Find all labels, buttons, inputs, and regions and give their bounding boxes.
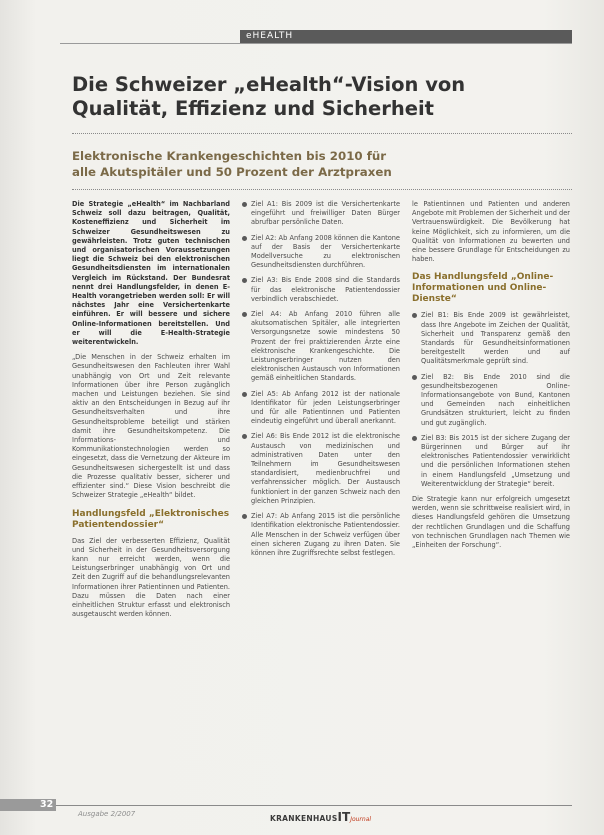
page-number: 32 bbox=[40, 799, 54, 810]
article-subtitle: Elektronische Krankengeschichten bis 2010 für alle Akutspitäler und 50 Prozent der Arztpraxen bbox=[72, 149, 392, 179]
text-column-2 bbox=[242, 200, 400, 564]
title-divider bbox=[72, 133, 572, 134]
goal-bullet: Ziel B2: Bis Ende 2010 sind die gesundheitsbezogenen Online-Informationsangebote von Bund, Kantonen und Gemeinden nach einheitlichen Grundsätzen strukturiert, leicht zu finden und gut zugänglich. bbox=[412, 373, 570, 428]
goal-bullet: Ziel B1: Bis Ende 2009 ist gewährleistet, dass Ihre Angebote im Zeichen der Qualität, Sicherheit und Transparenz gemäß den Standards für Gesundheitsinformationen bereitgestellt werden und auf Qualitätsmerkmale geprüft sind. bbox=[412, 311, 570, 366]
body-paragraph: Die Strategie kann nur erfolgreich umgesetzt werden, wenn sie schrittweise realisiert wird, in dieses Handlungsfeld gehören die Umsetzung der rechtlichen Grundlagen und die Schaffung von technischen Grundlagen nach Themen wie „Einheiten der Forschung“. bbox=[412, 495, 570, 550]
text-column-1 bbox=[72, 200, 230, 625]
goal-bullet: Ziel A4: Ab Anfang 2010 führen alle akutsomatischen Spitäler, alle integrierten Versorgungsnetze sowie mindestens 50 Prozent der frei praktizierenden Ärzte eine elektronische Krankengeschichte. Die Leistungserbringer nutzen den elektronischen Austausch von Informationen gemäß einheitlichen Standards. bbox=[242, 310, 400, 384]
logo-it-text: IT bbox=[337, 810, 351, 824]
body-paragraph: „Die Menschen in der Schweiz erhalten im Gesundheitswesen den Fachleuten ihrer Wahl unabhängig von Ort und Zeit relevante Informationen über ihre Person zugänglich machen und Leistungen beziehen. Sie sind aktiv an den Entscheidungen in Bezug auf ihr Gesundheitsverhalten und ihre Gesundheitsprobleme beteiligt und stärken damit ihre Gesundheitskompetenz. Die Informations- und Kommunikationstechnologien werden so eingesetzt, dass die Vernetzung der Akteure im Gesundheitswesen sichergestellt ist und dass die Prozesse qualitativ besser, sicherer und effizienter sind.“ Diese Vision beschreibt die Schweizer Strategie „eHealth“ bildet. bbox=[72, 353, 230, 500]
goal-bullet: Ziel A2: Ab Anfang 2008 können die Kantone auf der Basis der Versichertenkarte Modellversuche zu elektronischen Gesundheitsdiensten durchführen. bbox=[242, 234, 400, 271]
logo-main-text: KRANKENHAUS bbox=[270, 814, 338, 823]
body-paragraph: Das Ziel der verbesserten Effizienz, Qualität und Sicherheit in der Gesundheitsversorgung kann nur erreicht werden, wenn die Leistungserbringer unabhängig von Ort und Zeit den Zugriff auf die behandlungsrelevanten Informationen ihrer Patientinnen und Patienten. Dazu müssen die Daten nach einer einheitlichen Struktur erfasst und elektronisch ausgetauscht werden können. bbox=[72, 536, 230, 619]
header-rule bbox=[60, 43, 572, 44]
goal-bullet: Ziel A3: Bis Ende 2008 sind die Standards für das elektronische Patientendossier verbindlich verabschiedet. bbox=[242, 276, 400, 304]
section-label: eHEALTH bbox=[246, 31, 294, 41]
section-header-bar bbox=[240, 30, 572, 43]
lead-paragraph: Die Strategie „eHealth“ im Nachbarland Schweiz soll dazu beitragen, Qualität, Kosteneffizienz und Sicherheit im Schweizer Gesundheitswesen zu gewährleisten. Trotz guten technischen und organisatorischen Voraussetzungen liegt die Schweiz bei den elektronischen Gesundheitsdiensten im internationalen Vergleich im Rückstand. Der Bundesrat nennt drei Handlungsfelder, in denen E-Health vorangetrieben werden soll: Er will nächstes Jahr eine Versichertenkarte einführen. Er will bessere und sichere Online-Informationen bereitstellen. Und er will die E-Health-Strategie weiterentwickeln. bbox=[72, 200, 230, 347]
page-number-bar bbox=[0, 799, 56, 811]
goal-bullet: Ziel A5: Ab Anfang 2012 ist der nationale Identifikator für jeden Leistungserbringer und für alle Patientinnen und Patienten eindeutig eingeführt und überall anerkannt. bbox=[242, 390, 400, 427]
logo-suffix-text: Journal bbox=[350, 816, 372, 823]
magazine-logo bbox=[270, 806, 372, 824]
issue-label: Ausgabe 2/2007 bbox=[78, 810, 136, 818]
goal-bullet: Ziel A1: Bis 2009 ist die Versichertenkarte eingeführt und freiwilliger Daten Bürger abrufbar persönliche Daten. bbox=[242, 200, 400, 228]
body-paragraph: le Patientinnen und Patienten und anderen Angebote mit Problemen der Sicherheit und der Vertrauenswürdigkeit. Die Bevölkerung hat keine Möglichkeit, sich zu informieren, um die Qualität von Informationen zu bewerten und eine bessere Grundlage für Entscheidungen zu haben. bbox=[412, 200, 570, 264]
section-heading: Das Handlungsfeld „Online-Informationen und Online-Dienste“ bbox=[412, 272, 554, 305]
article-title: Die Schweizer „eHealth“-Vision von Qualität, Effizienz und Sicherheit bbox=[72, 73, 466, 120]
goal-bullet: Ziel B3: Bis 2015 ist der sichere Zugang der Bürgerinnen und Bürger auf ihr elektronisches Patientendossier verwirklicht und die persönlichen Informationen stehen in einem Handlungsfeld „Umsetzung und Weiterentwicklung der Strategie“ bereit. bbox=[412, 434, 570, 489]
text-column-3 bbox=[412, 200, 570, 556]
goal-bullet: Ziel A6: Bis Ende 2012 ist die elektronische Austausch von medizinischen und administrativen Daten unter den Teilnehmern im Gesundheitswesen standardisiert, medienbruchfrei und verfahrenssicher möglich. Der Austausch funktioniert in der ganzen Schweiz nach den gleichen Prinzipien. bbox=[242, 432, 400, 506]
section-heading: Handlungsfeld „Elektronisches Patientendossier“ bbox=[72, 508, 230, 530]
subtitle-divider bbox=[72, 189, 572, 190]
goal-bullet: Ziel A7: Ab Anfang 2015 ist die persönliche Identifikation elektronische Patientendossier. Alle Menschen in der Schweiz verfügen über einen sicheren Zugang zu ihren Daten. Sie können ihre Zugriffsrechte selbst festlegen. bbox=[242, 512, 400, 558]
